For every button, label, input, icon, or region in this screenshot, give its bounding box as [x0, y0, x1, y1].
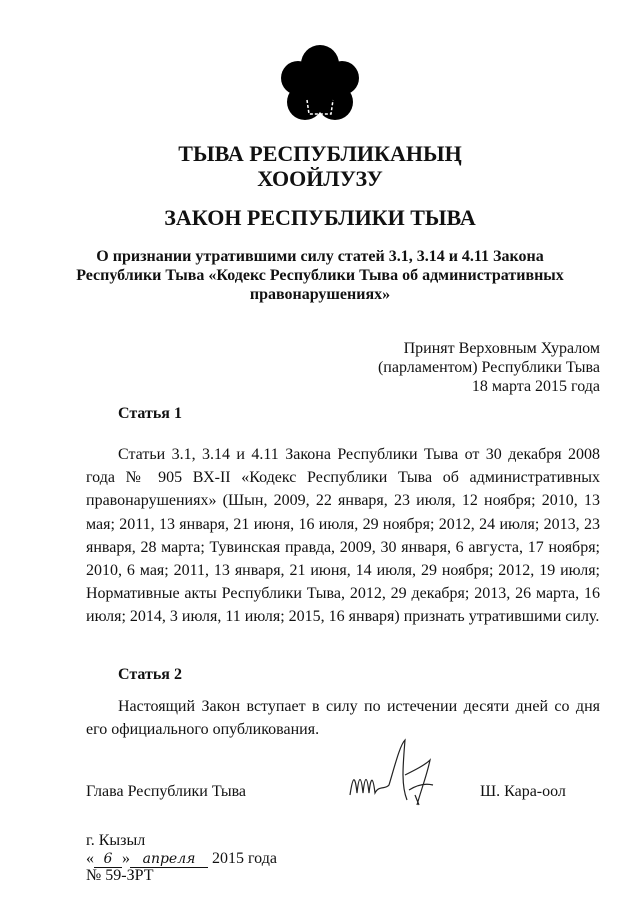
adoption-line: (парламентом) Республики Тыва	[377, 359, 600, 376]
signature-icon	[345, 735, 445, 815]
article-1-text	[86, 443, 600, 629]
date-quote-open: «	[86, 850, 94, 867]
adoption-note	[378, 339, 600, 396]
signing-date	[86, 850, 277, 868]
date-quote-close: »	[122, 850, 130, 867]
document-title: ЗАКОН РЕСПУБЛИКИ ТЫВА	[164, 205, 476, 230]
signatory-name: Ш. Кара-оол	[480, 783, 566, 800]
header-tyvan-line1: ТЫВА РЕСПУБЛИКАНЫҢ	[178, 141, 462, 166]
emblem-icon	[280, 42, 360, 124]
article-2-heading: Статья 2	[118, 666, 182, 683]
adoption-line: 18 марта 2015 года	[471, 378, 600, 395]
law-number: № 59-ЗРТ	[86, 867, 154, 884]
article-2-paragraph: Настоящий Закон вступает в силу по истечении десяти дней со дня его официального опубликования.	[86, 698, 600, 739]
article-1-heading: Статья 1	[118, 405, 182, 422]
header-tyvan-line2: ХООЙЛУЗУ	[257, 166, 383, 191]
article-1-paragraph: Статьи 3.1, 3.14 и 4.11 Закона Республики Тыва от 30 декабря 2008 года № 905 ВХ-II «Кодекс Республики Тыва об административных правонарушениях» (Шын, 2009, 22 января, 23 июля, 12 ноября; 2010, 13 мая; 2011, 13 января, 21 июня, 16 июля, 29 ноября; 2012, 24 июля; 2013, 23 января, 28 марта; Тувинская правда, 2009, 30 января, 6 августа, 17 ноября; 2010, 6 мая; 2011, 13 января, 21 июня, 14 июля, 29 ноября; 2012, 19 июля; Нормативные акты Республики Тыва, 2012, 29 декабря; 2013, 26 марта, 16 июля; 2014, 3 июля, 11 июля; 2015, 16 января) признать утратившими силу.	[86, 446, 600, 626]
place: г. Кызыл	[86, 832, 146, 849]
date-month-handwritten: апреля	[130, 851, 208, 868]
adoption-line: Принят Верховным Хуралом	[403, 340, 600, 357]
article-2-text	[86, 695, 600, 741]
emblem	[280, 42, 360, 124]
subtitle-line: Республики Тыва «Кодекс Республики Тыва об административных	[76, 267, 564, 284]
date-year: 2015 года	[212, 850, 277, 867]
subtitle-line: О признании утратившими силу статей 3.1, 3.14 и 4.11 Закона	[96, 248, 544, 265]
signatory-position: Глава Республики Тыва	[86, 783, 247, 800]
subtitle-line: правонарушениях»	[249, 286, 391, 303]
date-day-handwritten: 6	[94, 851, 122, 868]
document-subtitle	[0, 247, 640, 304]
handwritten-signature	[345, 735, 445, 815]
